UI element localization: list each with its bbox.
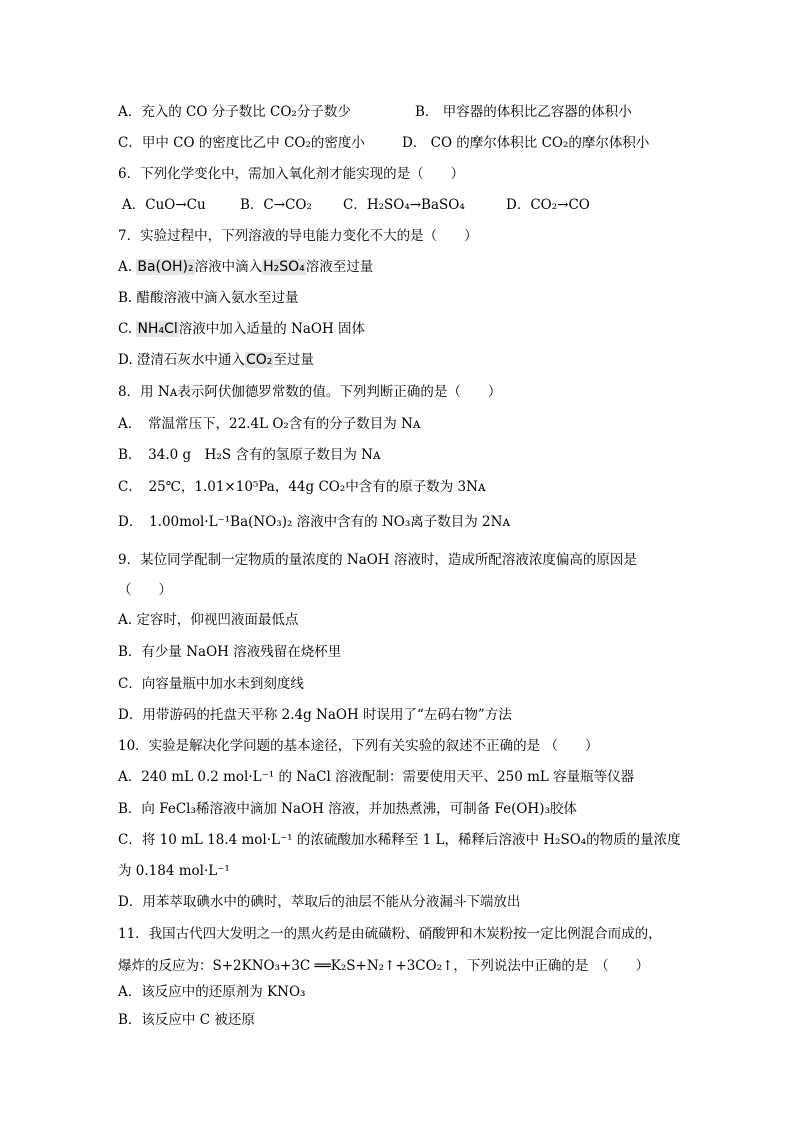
q10-option-b: B．向 FeCl₃稀溶液中滴加 NaOH 溶液，并加热煮沸，可制备 Fe(OH)₃胶体 xyxy=(118,801,577,817)
formula-h2so4: H₂SO₄ xyxy=(263,259,305,275)
q10-option-c-cont: 为 0.184 mol·L⁻¹ xyxy=(118,863,230,879)
q6-options xyxy=(122,195,590,215)
q5-option-d: D． CO 的摩尔体积比 CO₂的摩尔体积小 xyxy=(402,135,650,151)
q11-stem: 11．我国古代四大发明之一的黑火药是由硫磺粉、硝酸钾和木炭粉按一定比例混合而成的， xyxy=(118,926,662,942)
q7-option-d: D. 澄清石灰水中通入CO₂至过量 xyxy=(118,352,314,368)
q8-stem: 8．用 Nᴀ表示阿伏伽德罗常数的值。下列判断正确的是（ ） xyxy=(118,384,502,400)
q6-option-a: A．CuO→Cu xyxy=(122,197,206,213)
q8-option-a: A． 常温常压下，22.4L O₂含有的分子数目为 Nᴀ xyxy=(118,416,421,432)
q11-stem-cont: 爆炸的反应为：S+2KNO₃+3C ══K₂S+N₂↑+3CO₂↑，下列说法中正确的是 （ ） xyxy=(118,958,650,974)
q7-stem: 7．实验过程中，下列溶液的导电能力变化不大的是（ ） xyxy=(118,228,478,244)
q9-option-d: D．用带游码的托盘天平称 2.4g NaOH 时误用了“左码右物”方法 xyxy=(118,707,512,723)
q10-option-a: A．240 mL 0.2 mol·L⁻¹ 的 NaCl 溶液配制：需要使用天平、250 mL 容量瓶等仪器 xyxy=(118,769,635,785)
q5-option-b: B． 甲容器的体积比乙容器的体积小 xyxy=(415,104,632,120)
q6-stem: 6．下列化学变化中，需加入氧化剂才能实现的是（ ） xyxy=(118,166,465,182)
q8-option-c: C． 25℃，1.01×10⁵Pa，44g CO₂中含有的原子数为 3Nᴀ xyxy=(118,479,486,495)
q11-option-b: B．该反应中 C 被还原 xyxy=(118,1012,255,1028)
q7-option-a: A. Ba(OH)₂溶液中滴入H₂SO₄溶液至过量 xyxy=(118,259,374,275)
q7-option-c: C. NH₄Cl溶液中加入适量的 NaOH 固体 xyxy=(118,321,366,337)
q7-option-b: B. 醋酸溶液中滴入氨水至过量 xyxy=(118,290,299,306)
q11-option-a: A．该反应中的还原剂为 KNO₃ xyxy=(118,984,306,1000)
q9-stem-cont: （ ） xyxy=(118,582,172,598)
q10-option-d: D．用苯萃取碘水中的碘时，萃取后的油层不能从分液漏斗下端放出 xyxy=(118,894,521,910)
q5-option-a: A．充入的 CO 分子数比 CO₂分子数少 xyxy=(118,104,351,120)
q6-option-c: C．H₂SO₄→BaSO₄ xyxy=(343,197,465,213)
formula-co2: CO₂ xyxy=(245,352,273,368)
formula-nh4cl: NH₄Cl xyxy=(137,321,178,337)
q8-option-b: B． 34.0 g H₂S 含有的氢原子数目为 Nᴀ xyxy=(118,447,381,463)
q5-row-cd xyxy=(118,133,734,153)
q9-option-c: C．向容量瓶中加水未到刻度线 xyxy=(118,676,304,692)
q10-stem: 10．实验是解决化学问题的基本途径，下列有关实验的叙述不正确的是 （ ） xyxy=(118,738,599,754)
q6-option-d: D．CO₂→CO xyxy=(506,197,590,213)
q9-option-b: B．有少量 NaOH 溶液残留在烧杯里 xyxy=(118,644,342,660)
formula-ba-oh-2: Ba(OH)₂ xyxy=(137,259,194,275)
q5-row-ab xyxy=(118,102,734,122)
q9-option-a: A. 定容时，仰视凹液面最低点 xyxy=(118,612,299,628)
q9-stem: 9．某位同学配制一定物质的量浓度的 NaOH 溶液时，造成所配溶液浓度偏高的原因是 xyxy=(118,552,637,568)
q8-option-d: D． 1.00mol·L⁻¹Ba(NO₃)₂ 溶液中含有的 NO₃离子数目为 2Nᴀ xyxy=(118,514,511,530)
q5-option-c: C．甲中 CO 的密度比乙中 CO₂的密度小 xyxy=(118,135,365,151)
q6-option-b: B．C→CO₂ xyxy=(240,197,312,213)
q10-option-c: C．将 10 mL 18.4 mol·L⁻¹ 的浓硫酸加水稀释至 1 L，稀释后溶液中 H₂SO₄的物质的量浓度 xyxy=(118,832,681,848)
